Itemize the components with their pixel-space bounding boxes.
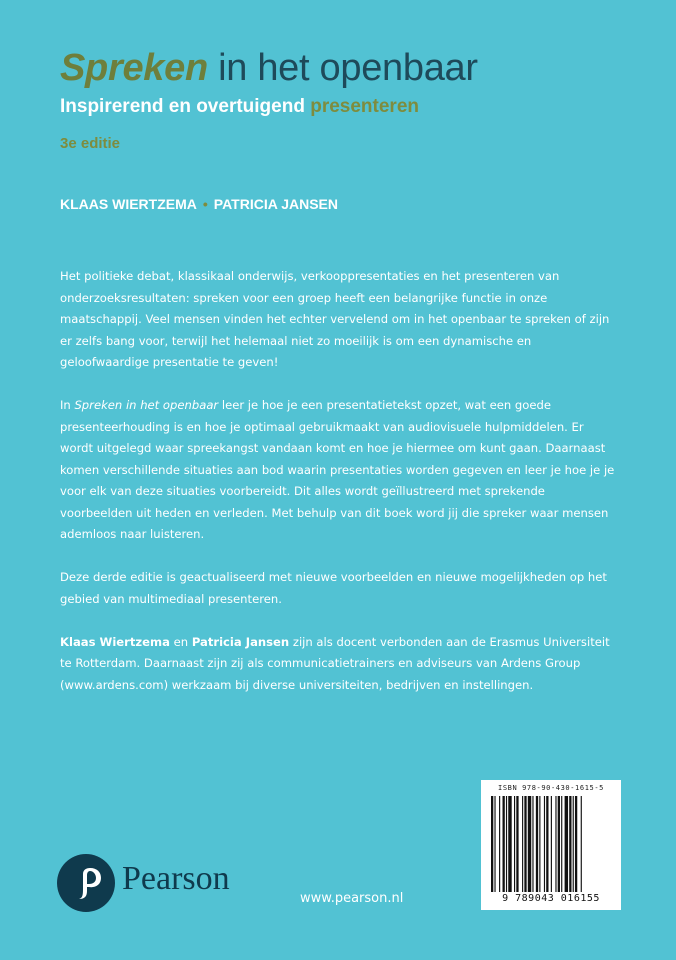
publisher-name: Pearson bbox=[122, 860, 230, 897]
isbn-label: ISBN 978-90-430-1615-5 bbox=[498, 784, 604, 792]
p4-rest: zijn als docent verbonden aan de Erasmus Universiteit te Rotterdam. Daarnaast zijn zij als communicatietrainers en adviseurs van Ardens Group (www.ardens.com) werkzaam bij diverse universiteiten, bedrijven en instellingen. bbox=[60, 634, 610, 692]
p4-conj: en bbox=[169, 634, 192, 649]
book-title-rest: in het openbaar bbox=[207, 47, 478, 89]
blurb-paragraph-4 bbox=[60, 632, 620, 697]
subtitle-accent: presenteren bbox=[310, 96, 419, 117]
barcode-icon bbox=[489, 796, 613, 892]
isbn-digits: 9 789043 016155 bbox=[502, 893, 600, 904]
p4-author-1: Klaas Wiertzema bbox=[60, 634, 170, 649]
author-1: KLAAS WIERTZEMA bbox=[60, 196, 197, 212]
blurb-paragraph-1: Het politieke debat, klassikaal onderwijs, verkooppresentaties en het presenteren van onderzoeksresultaten: spreken voor een groep heeft een belangrijke functie in onze maatschappij. Veel mensen vinden het echter vervelend om in het openbaar te spreken of zijn er zelfs bang voor, terwijl het helemaal niet zo moeilijk is om een dynamische en geloofwaardige presentatie te geven! bbox=[60, 269, 610, 369]
p2-prefix: In bbox=[60, 398, 75, 412]
blurb-paragraph-3: Deze derde editie is geactualiseerd met nieuwe voorbeelden en nieuwe mogelijkheden op het gebied van multimediaal presenteren. bbox=[60, 570, 607, 606]
isbn-barcode bbox=[481, 780, 621, 910]
publisher-url[interactable]: www.pearson.nl bbox=[300, 891, 404, 906]
blurb bbox=[60, 266, 620, 718]
edition-label: 3e editie bbox=[60, 135, 121, 152]
book-subtitle bbox=[60, 96, 419, 118]
book-title-accent: Spreken bbox=[60, 47, 208, 89]
book-title bbox=[60, 46, 478, 90]
p2-rest: leer je hoe je een presentatietekst opzet, wat een goede presenteerhouding is en hoe je optimaal gebruikmaakt van audiovisuele hulpmiddelen. Er wordt uitgelegd waar spreekangst vandaan komt en hoe je hiermee om kunt gaan. Daarnaast komen verschillende situaties aan bod waarin presentaties worden gegeven en leer je hoe je je voor elk van deze situaties voorbereidt. Dit alles wordt geïllustreerd met sprekende voorbeelden uit heden en verleden. Met behulp van dit boek word jij die spreker waar mensen ademloos naar luisteren. bbox=[60, 398, 615, 541]
p2-book-title: Spreken in het openbaar bbox=[74, 398, 219, 412]
pearson-p-icon bbox=[57, 854, 115, 912]
author-2: PATRICIA JANSEN bbox=[213, 196, 338, 212]
author-separator: • bbox=[202, 196, 208, 212]
subtitle-main: Inspirerend en overtuigend bbox=[60, 96, 311, 117]
blurb-paragraph-2 bbox=[60, 395, 620, 546]
author-line bbox=[60, 196, 338, 212]
p4-author-2: Patricia Jansen bbox=[191, 634, 290, 649]
